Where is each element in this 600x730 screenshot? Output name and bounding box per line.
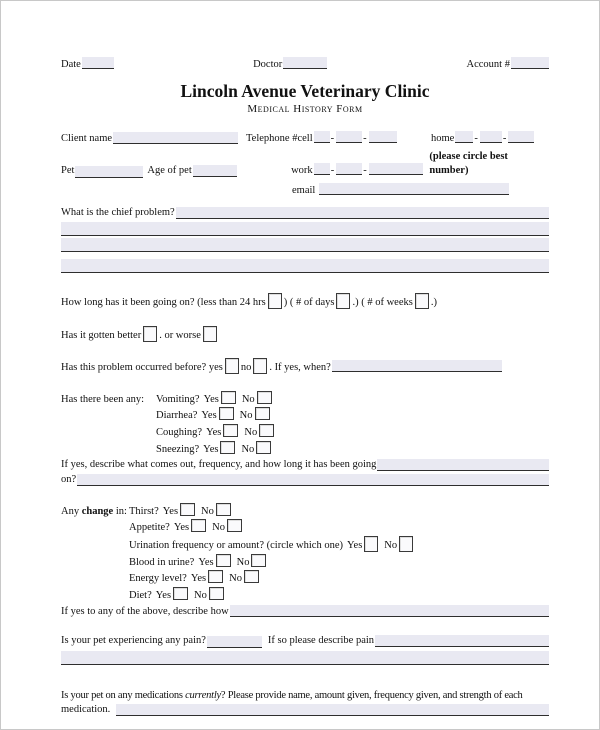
- thirst-yes-checkbox[interactable]: [180, 503, 195, 516]
- occurred-when-input[interactable]: [332, 360, 502, 372]
- email-field: [292, 183, 549, 198]
- pet-age-input[interactable]: [193, 165, 237, 177]
- no-label: No: [201, 505, 214, 517]
- yes-label: Yes: [198, 556, 214, 568]
- no-label: No: [229, 573, 242, 585]
- number-of-weeks-checkbox[interactable]: [415, 293, 429, 309]
- vomiting-label: Vomiting?: [156, 393, 200, 405]
- worse-checkbox[interactable]: [203, 326, 217, 342]
- appetite-yes-checkbox[interactable]: [191, 519, 206, 532]
- chief-problem-question: [61, 206, 549, 220]
- yes-label: Yes: [347, 539, 363, 551]
- energy-level-yes-checkbox[interactable]: [208, 570, 223, 583]
- diet-yes-checkbox[interactable]: [173, 587, 188, 600]
- no-label: No: [239, 410, 253, 422]
- telephone-cell-field: [246, 131, 431, 146]
- appetite-label: Appetite?: [129, 522, 170, 534]
- thirst-label: Thirst?: [129, 505, 159, 517]
- changes-intro-bold: change: [81, 505, 114, 517]
- yes-label: Yes: [206, 427, 222, 439]
- no-label: No: [241, 443, 255, 455]
- duration-text-1: How long has it been going on? (less than 24 hrs: [61, 296, 266, 308]
- energy-level-no-checkbox[interactable]: [244, 570, 259, 583]
- home-label: home: [431, 132, 455, 144]
- urination-yes-checkbox[interactable]: [364, 536, 378, 552]
- doctor-label: Doctor: [253, 59, 283, 70]
- changes-describe-input[interactable]: [230, 605, 549, 617]
- pain-question-label: Is your pet experiencing any pain?: [61, 635, 206, 647]
- coughing-yes-checkbox[interactable]: [223, 424, 238, 437]
- dash-separator: -: [330, 132, 335, 144]
- diarrhea-no-checkbox[interactable]: [255, 407, 270, 420]
- email-input[interactable]: [319, 183, 509, 195]
- doctor-field: [253, 57, 327, 72]
- client-name-label: Client name: [61, 132, 113, 144]
- sneezing-label: Sneezing?: [156, 443, 200, 455]
- occurred-text-2: no: [240, 362, 252, 374]
- pain-question-line: [61, 634, 549, 648]
- client-name-input[interactable]: [113, 132, 238, 144]
- medications-text-post: ? Please provide name, amount given, frequency given, and strength of each: [220, 689, 523, 701]
- no-label: No: [244, 427, 258, 439]
- occurred-yes-checkbox[interactable]: [225, 358, 239, 374]
- thirst-no-checkbox[interactable]: [216, 503, 231, 516]
- work-phone-field: [245, 163, 429, 178]
- form-subtitle: Medical History Form: [247, 103, 363, 116]
- less-than-24hrs-checkbox[interactable]: [268, 293, 282, 309]
- change-row-urination: [129, 536, 549, 553]
- change-row-thirst: [61, 503, 549, 519]
- yes-label: Yes: [155, 589, 172, 601]
- change-row-blood-in-urine: [129, 554, 549, 570]
- better-text: Has it gotten better: [61, 329, 142, 341]
- vomiting-yes-checkbox[interactable]: [221, 391, 236, 404]
- chief-problem-line-1[interactable]: [61, 222, 549, 236]
- symptom-row-coughing: [156, 424, 549, 440]
- yes-label: Yes: [190, 573, 207, 585]
- contact-row-2: [61, 150, 549, 177]
- account-field: [467, 57, 549, 72]
- date-input[interactable]: [82, 57, 114, 69]
- work-label: work: [291, 164, 313, 176]
- duration-text-3: .) ( # of weeks: [352, 296, 413, 308]
- medications-answer-line: [61, 703, 549, 717]
- yes-label: Yes: [203, 393, 219, 405]
- diarrhea-label: Diarrhea?: [156, 410, 198, 422]
- medications-question-line: [61, 689, 549, 703]
- email-label: email: [292, 184, 316, 196]
- duration-text-4: .): [430, 296, 437, 308]
- blood-in-urine-label: Blood in urine?: [129, 556, 195, 568]
- symptom-row-vomiting: [61, 391, 549, 407]
- medications-input[interactable]: [116, 704, 549, 716]
- changes-describe-line: [61, 605, 549, 619]
- number-of-days-checkbox[interactable]: [336, 293, 350, 309]
- chief-problem-line-2[interactable]: [61, 238, 549, 252]
- dash-separator: -: [330, 164, 335, 176]
- symptom-row-diarrhea: [156, 407, 549, 423]
- symptoms-describe-input-1[interactable]: [377, 459, 549, 471]
- no-label: No: [384, 539, 398, 551]
- account-label: Account #: [466, 59, 510, 70]
- circle-best-number-note: (please circle best number): [429, 151, 508, 176]
- occurred-text-3: . If yes, when?: [269, 362, 331, 374]
- yes-label: Yes: [162, 505, 179, 517]
- better-worse-question: [61, 326, 549, 343]
- pain-describe-label: If so please describe pain: [267, 635, 375, 647]
- no-label: No: [236, 556, 250, 568]
- account-input[interactable]: [511, 57, 549, 69]
- chief-problem-label: What is the chief problem?: [61, 207, 175, 219]
- chief-problem-line-3[interactable]: [61, 259, 549, 273]
- changes-intro-post: in:: [113, 505, 127, 517]
- cell-phone-part1-input[interactable]: [314, 131, 330, 143]
- diarrhea-yes-checkbox[interactable]: [219, 407, 234, 420]
- pet-label: Pet: [61, 164, 75, 176]
- client-name-field: [61, 132, 246, 146]
- pet-name-input[interactable]: [75, 166, 143, 178]
- cell-phone-part3-input[interactable]: [369, 131, 397, 143]
- medications-section: [61, 689, 549, 717]
- occurred-before-question: [61, 358, 549, 375]
- dash-separator: -: [502, 132, 507, 144]
- symptoms-intro-label: Has there been any:: [61, 393, 145, 405]
- change-row-diet: [129, 587, 549, 603]
- changes-intro-label: [61, 505, 129, 519]
- pain-describe-input[interactable]: [375, 635, 549, 647]
- change-row-appetite: [129, 519, 549, 535]
- work-phone-part3-input[interactable]: [369, 163, 423, 175]
- yes-label: Yes: [173, 522, 190, 534]
- pain-section: [61, 634, 549, 665]
- contact-row-1: [61, 131, 549, 146]
- chief-problem-input[interactable]: [176, 207, 549, 219]
- worse-text: . or worse: [159, 329, 201, 341]
- diet-label: Diet?: [129, 589, 152, 601]
- no-label: No: [212, 522, 225, 534]
- change-row-energy-level: [129, 570, 549, 586]
- symptom-row-sneezing: [156, 441, 549, 457]
- doctor-input[interactable]: [283, 57, 327, 69]
- occurred-text-1: Has this problem occurred before? yes: [61, 362, 223, 374]
- contact-section: [61, 131, 549, 198]
- top-fields-row: [61, 57, 549, 72]
- symptoms-describe-line-2: [61, 473, 549, 487]
- urination-label: Urination frequency or amount? (circle which one): [129, 539, 343, 551]
- telephone-cell-label: Telephone #cell: [246, 132, 313, 144]
- home-phone-part1-input[interactable]: [455, 131, 473, 143]
- medications-wrap-text: medication.: [61, 704, 111, 716]
- symptoms-describe-text: If yes, describe what comes out, frequency, and how long it has been going: [61, 459, 377, 471]
- yes-label: Yes: [203, 443, 219, 455]
- pain-yesno-input[interactable]: [207, 636, 262, 648]
- symptoms-describe-wrap-text: on?: [61, 474, 77, 486]
- duration-text-2: ) ( # of days: [283, 296, 335, 308]
- changes-intro-pre: Any: [61, 505, 82, 517]
- cell-phone-part2-input[interactable]: [336, 131, 362, 143]
- sneezing-yes-checkbox[interactable]: [220, 441, 235, 454]
- dash-separator: -: [363, 164, 367, 176]
- changes-describe-text: If yes to any of the above, describe how: [61, 605, 229, 617]
- coughing-label: Coughing?: [156, 427, 203, 439]
- symptoms-section: [61, 391, 549, 487]
- changes-section: [61, 503, 549, 618]
- no-label: No: [194, 589, 207, 601]
- appetite-no-checkbox[interactable]: [227, 519, 242, 532]
- no-label: No: [241, 393, 255, 405]
- date-field: [61, 57, 114, 72]
- date-label: Date: [61, 59, 81, 70]
- blood-in-urine-no-checkbox[interactable]: [251, 554, 266, 567]
- yes-label: Yes: [201, 410, 217, 422]
- pet-field: [61, 164, 245, 178]
- diet-no-checkbox[interactable]: [209, 587, 224, 600]
- work-phone-part1-input[interactable]: [314, 163, 330, 175]
- home-phone-field: [431, 131, 549, 146]
- home-phone-part3-input[interactable]: [508, 131, 534, 143]
- duration-question: [61, 293, 549, 310]
- urination-no-checkbox[interactable]: [399, 536, 413, 552]
- home-phone-part2-input[interactable]: [480, 131, 502, 143]
- age-of-pet-label: Age of pet: [147, 164, 192, 176]
- symptoms-describe-line-1: [61, 458, 549, 472]
- medications-text-currently: currently: [185, 689, 221, 701]
- occurred-no-checkbox[interactable]: [253, 358, 267, 374]
- energy-level-label: Energy level?: [129, 573, 187, 585]
- symptoms-describe-input-2[interactable]: [77, 474, 549, 486]
- medications-text-pre: Is your pet on any medications: [61, 689, 186, 701]
- vomiting-no-checkbox[interactable]: [257, 391, 272, 404]
- dash-separator: -: [474, 132, 478, 144]
- dash-separator: -: [363, 132, 367, 144]
- clinic-title: Lincoln Avenue Veterinary Clinic: [180, 80, 430, 101]
- blood-in-urine-yes-checkbox[interactable]: [216, 554, 231, 567]
- sneezing-no-checkbox[interactable]: [256, 441, 271, 454]
- coughing-no-checkbox[interactable]: [259, 424, 274, 437]
- work-phone-part2-input[interactable]: [336, 163, 362, 175]
- better-checkbox[interactable]: [143, 326, 157, 342]
- pain-describe-line-2[interactable]: [61, 651, 549, 665]
